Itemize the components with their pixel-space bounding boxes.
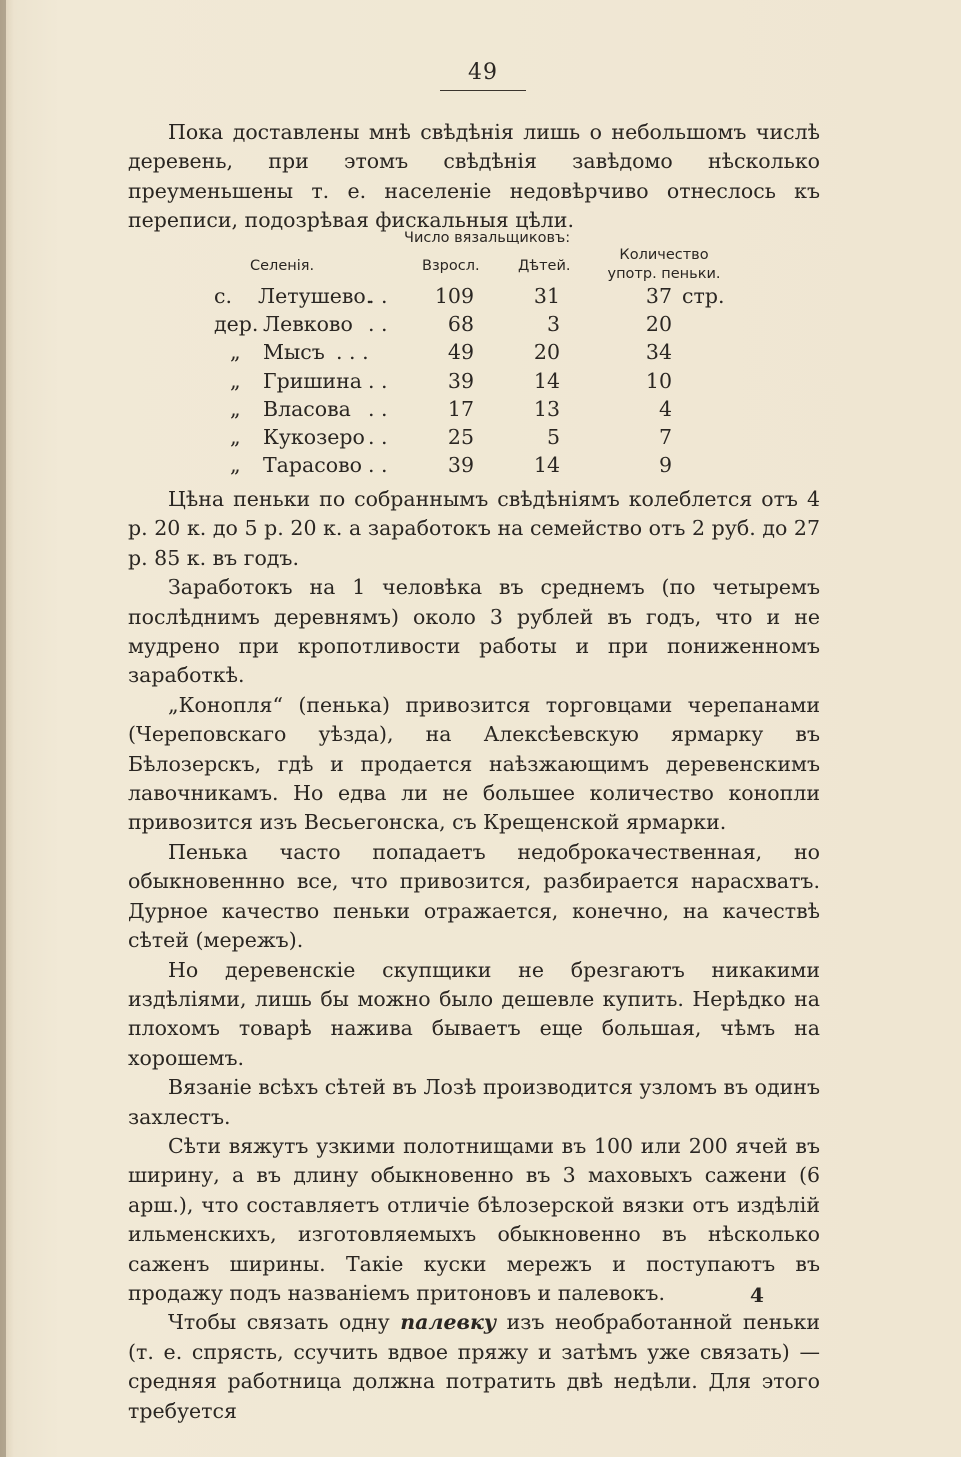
row-village: Тарасово [263,453,362,478]
paragraph: Пенька часто попадаетъ недоброкачественная, но обыкновеннно все, что привозится, разбирается нарасхватъ. Дурное качество пеньки отражается, конечно, на качествѣ сѣтей (мережъ). [128,839,820,953]
row-prefix: дер. [214,312,259,337]
row-quantity: 9 [658,453,672,478]
row-adults: 109 [434,284,474,308]
paragraph: Но деревенскіе скупщики не брезгаютъ никакими издѣліями, лишь бы можно было дешевле купить. Нерѣдко на плохомъ товарѣ нажива бываетъ еще большая, чѣмъ на хорошемъ. [128,957,820,1070]
row-quantity: 7 [658,424,672,449]
row-dots: . . [368,312,388,337]
signature-mark: 4 [750,1283,764,1307]
table-header-children: Дѣтей. [518,258,571,274]
row-dots: . . [368,284,388,308]
row-village: Власова [263,396,351,421]
body-text [128,485,820,1426]
row-adults: 17 [447,396,474,421]
row-children: 20 [533,340,560,365]
header-rule [440,90,526,91]
row-prefix: „ [230,340,241,365]
row-prefix: „ [230,368,241,393]
villages-table [0,284,961,481]
row-dots: . . . [336,340,369,365]
row-children: 3 [546,312,560,337]
row-children: 5 [546,424,560,449]
row-village: Гришина [263,368,362,393]
table-group-header: Число вязальщиковъ: [404,230,571,246]
row-village: Мысъ [263,340,325,365]
paragraph: Сѣти вяжутъ узкими полотнищами въ 100 или 200 ячей въ ширину, а въ длину обыкновенно въ 3 маховыхъ сажени (6 арш.), что составляетъ отличіе бѣлозерской вязки отъ издѣлій ильменскихъ, изготовляемыхъ обыкновенно въ нѣсколько саженъ ширины. Такіе куски мережъ и поступаютъ въ продажу подъ названіемъ притоновъ и палевокъ. [128,1133,820,1305]
row-prefix: с. [214,284,232,308]
row-village: Левково [263,312,353,337]
row-adults: 25 [447,424,474,449]
table-row [0,369,961,397]
page-number: 49 [468,60,498,85]
table-header-quantity: Количество употр. пеньки. [607,247,721,282]
row-prefix: „ [230,453,241,478]
row-quantity: 37 [645,284,672,308]
paragraph: Вязаніе всѣхъ сѣтей въ Лозѣ производится узломъ въ одинъ захлестъ. [128,1075,820,1129]
paragraph: Цѣна пеньки по собраннымъ свѣдѣніямъ колеблется отъ 4 р. 20 к. до 5 р. 20 к. а заработокъ на семейство отъ 2 руб. до 27 р. 85 к. въ годъ. [128,487,820,570]
row-quantity: 4 [658,396,672,421]
text-span: Чтобы связать одну [168,1310,401,1335]
intro-paragraph-block [128,118,820,236]
paragraph: „Конопля“ (пенька) привозится торговцами черепанами (Череповскаго уѣзда), на Алексѣевскую ярмарку въ Бѣлозерскъ, гдѣ и продается наѣзжающимъ деревенскимъ лавочникамъ. Но едва ли не большее количество конопли привозится изъ Весьегонска, съ Крещенской ярмарки. [128,692,820,835]
table-row [0,284,961,312]
row-village: Летушево. [258,284,373,308]
row-dots: . . [368,453,388,478]
row-prefix: „ [230,424,241,449]
row-village: Кукозеро [263,424,365,449]
row-adults: 39 [447,368,474,393]
row-dots: . . [368,424,388,449]
row-children: 13 [533,396,560,421]
table-row [0,312,961,340]
row-quantity: 20 [645,312,672,337]
row-quantity: 34 [645,340,672,365]
intro-paragraph: Пока доставлены мнѣ свѣдѣнія лишь о небольшомъ числѣ деревень, при этомъ свѣдѣнія завѣдомо нѣсколько преуменьшены т. е. населеніе недовѣрчиво отнеслось къ переписи, подозрѣвая фискальныя цѣли. [128,120,820,233]
row-children: 31 [533,284,560,308]
table-row [0,397,961,425]
text-span: изъ необработанной пеньки (т. е. спрясть, ссучить вдвое пряжу и затѣмъ уже связать) — средняя работница должна потратить двѣ недѣли. Для этого требуется [128,1310,820,1423]
row-dots: . . [368,396,388,421]
italic-term: палевку [400,1310,497,1335]
row-children: 14 [533,453,560,478]
row-adults: 39 [447,453,474,478]
row-dots: . . [368,368,388,393]
row-children: 14 [533,368,560,393]
paragraph-last [128,1308,820,1426]
row-adults: 68 [447,312,474,337]
table-header-village: Селенія. [250,258,315,274]
table-row [0,453,961,481]
row-quantity: 10 [645,368,672,393]
table-row [0,340,961,368]
row-unit: стр. [682,284,725,308]
book-spine-edge [0,0,6,1457]
row-prefix: „ [230,396,241,421]
table-row [0,425,961,453]
table-header-adults: Взросл. [422,258,480,274]
row-adults: 49 [447,340,474,365]
paragraph: Заработокъ на 1 человѣка въ среднемъ (по четыремъ послѣднимъ деревнямъ) около 3 рублей въ годъ, что и не мудрено при кропотливости работы и при пониженномъ заработкѣ. [128,575,820,688]
